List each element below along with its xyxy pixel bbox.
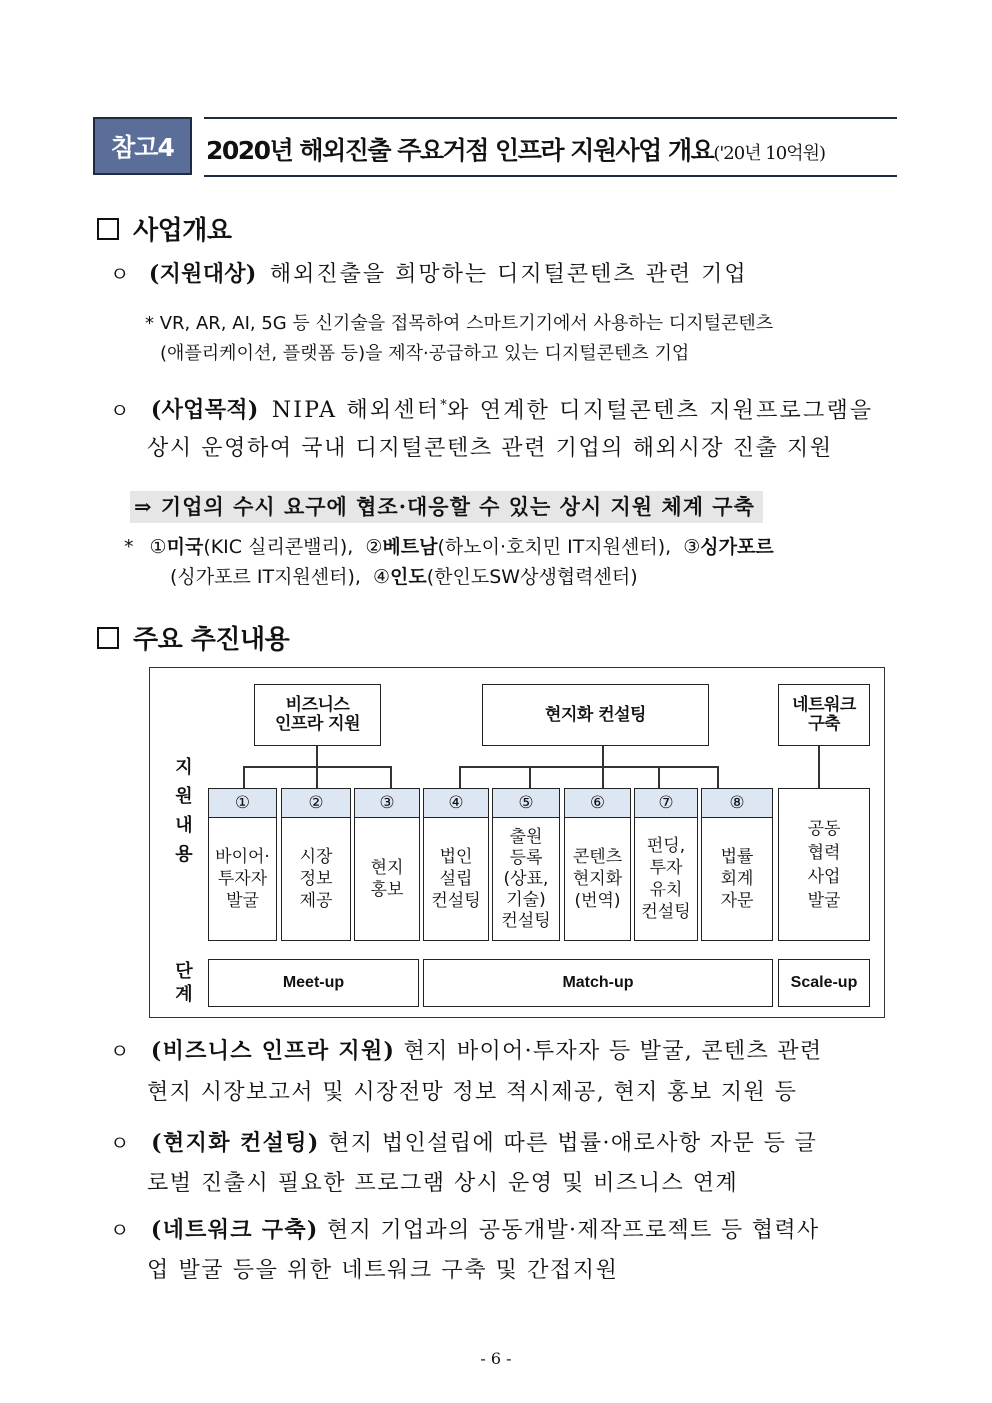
stage-match-up: Match-up (423, 959, 773, 1007)
detail-localization-line2: 로벌 진출시 필요한 프로그램 상시 운영 및 비즈니스 연계 (147, 1171, 739, 1196)
item-number: ⑧ (701, 788, 773, 818)
checkbox-square-icon (97, 627, 119, 649)
detail-text: 현지 법인설립에 따른 법률·애로사항 자문 등 글 (328, 1131, 818, 1156)
side-label-char: 단 (175, 961, 193, 982)
diagram-box-business-infra: 비즈니스 인프라 지원 (254, 684, 381, 746)
center-4-name: 인도 (390, 566, 427, 588)
purpose-text-1a: NIPA 해외센터 (271, 398, 441, 424)
purpose-label: (사업목적) (150, 397, 259, 424)
item-number: ② (281, 788, 351, 818)
side-label-char: 계 (175, 984, 193, 1005)
arrow-summary: ⇒ 기업의 수시 요구에 협조·대응할 수 있는 상시 지원 체계 구축 (130, 491, 763, 523)
detail-network-line2: 업 발굴 등을 위한 네트워크 구축 및 간접지원 (147, 1258, 619, 1283)
center-4-num: ④ (373, 566, 391, 588)
target-note-2: (애플리케이션, 플랫폼 등)을 제작·공급하고 있는 디지털콘텐츠 기업 (160, 343, 690, 364)
side-label-stage (174, 960, 194, 1006)
circle-bullet-icon: ㅇ (110, 262, 130, 286)
title-budget: ('20년 10억원) (713, 143, 825, 164)
detail-business-infra-line1 (110, 1033, 822, 1070)
section-overview-heading (97, 210, 231, 247)
connector-line (658, 766, 660, 788)
item-number: ⑦ (634, 788, 698, 818)
side-label-char: 원 (175, 786, 193, 807)
diagram-box-localization: 현지화 컨설팅 (482, 684, 709, 746)
stage-meet-up: Meet-up (208, 959, 419, 1007)
target-label: (지원대상) (148, 261, 257, 287)
section-overview-title: 사업개요 (133, 216, 232, 246)
title-bottom-rule (204, 175, 897, 177)
detail-text: 현지 기업과의 공동개발·제작프로젝트 등 협력사 (326, 1218, 820, 1243)
item-number: ⑥ (564, 788, 631, 818)
center-1-num: ① (149, 536, 167, 558)
connector-line (316, 766, 318, 788)
detail-localization-line1 (110, 1125, 817, 1162)
item-number: ③ (354, 788, 420, 818)
item-number: ① (208, 788, 277, 818)
title-top-rule (204, 117, 897, 119)
title-main: 2020년 해외진출 주요거점 인프라 지원사업 개요 (206, 136, 714, 165)
connector-line (529, 766, 531, 788)
checkbox-square-icon (97, 218, 119, 240)
center-1-name: 미국 (166, 536, 204, 558)
connector-line (459, 766, 718, 768)
side-label-char: 용 (175, 844, 193, 865)
detail-label: (비즈니스 인프라 지원) (150, 1038, 396, 1064)
center-3-name: 싱가포르 (700, 536, 774, 558)
page-number: - 6 - (480, 1349, 512, 1368)
centers-line-2 (170, 563, 638, 592)
center-2-detail: (하노이·호치민 IT지원센터), (437, 536, 672, 558)
stage-scale-up: Scale-up (778, 959, 870, 1007)
target-paragraph (110, 256, 748, 293)
connector-line (459, 766, 461, 788)
purpose-text-2: 상시 운영하여 국내 디지털콘텐츠 관련 기업의 해외시장 진출 지원 (147, 436, 833, 461)
side-label-char: 내 (175, 815, 193, 836)
connector-line (717, 766, 719, 788)
item-legal-accounting: 법률 회계 자문 (701, 817, 773, 941)
side-label-char: 지 (175, 757, 193, 778)
purpose-text-1b: 와 연계한 디지털콘텐츠 지원프로그램을 (447, 398, 874, 424)
connector-line (316, 746, 318, 766)
section-content-heading (97, 619, 289, 656)
detail-label: (네트워크 구축) (150, 1217, 319, 1243)
centers-line-1 (124, 533, 774, 562)
connector-line (602, 766, 604, 788)
circle-bullet-icon: ㅇ (110, 1218, 131, 1242)
circle-bullet-icon: ㅇ (110, 1039, 131, 1063)
connector-line (818, 746, 820, 788)
center-2-name: 베트남 (382, 536, 438, 558)
item-number: ⑤ (492, 788, 560, 818)
center-4-detail: (한인도SW상생협력센터) (426, 566, 638, 588)
connector-line (390, 766, 392, 788)
reference-label: 참고4 (93, 117, 192, 175)
connector-line (243, 766, 245, 788)
item-buyer-investor: 바이어· 투자자 발굴 (208, 817, 277, 941)
diagram-box-network: 네트워크 구축 (778, 684, 870, 746)
item-ip-text: 출원 등록 (상표, 기술) 컨설팅 (501, 826, 551, 931)
detail-network-line1 (110, 1212, 819, 1249)
center-3-num: ③ (683, 536, 701, 558)
centers-star: * (124, 536, 134, 558)
circle-bullet-icon: ㅇ (110, 398, 130, 423)
item-ip-registration (492, 817, 560, 941)
detail-label: (현지화 컨설팅) (151, 1130, 320, 1156)
item-number: ④ (423, 788, 489, 818)
center-2-num: ② (365, 536, 383, 558)
center-1-detail: (KIC 실리콘밸리), (203, 536, 354, 558)
item-incorporation: 법인 설립 컨설팅 (423, 817, 489, 941)
item-funding: 펀딩, 투자 유치 컨설팅 (634, 817, 698, 941)
section-content-title: 주요 추진내용 (133, 625, 290, 655)
circle-bullet-icon: ㅇ (110, 1131, 131, 1155)
purpose-footnote-mark: * (440, 398, 448, 413)
item-local-promotion: 현지 홍보 (354, 817, 420, 941)
center-3-detail: (싱가포르 IT지원센터), (170, 566, 361, 588)
item-content-localization: 콘텐츠 현지화 (번역) (564, 817, 631, 941)
item-joint-projects: 공동 협력 사업 발굴 (778, 788, 870, 941)
item-market-info: 시장 정보 제공 (281, 817, 351, 941)
detail-text: 현지 바이어·투자자 등 발굴, 콘텐츠 관련 (403, 1039, 823, 1064)
page-title (206, 131, 825, 167)
detail-business-infra-line2: 현지 시장보고서 및 시장전망 정보 적시제공, 현지 홍보 지원 등 (147, 1080, 798, 1105)
target-note-1: * VR, AR, AI, 5G 등 신기술을 접목하여 스마트기기에서 사용하는 디지털콘텐츠 (145, 313, 774, 334)
purpose-paragraph (110, 388, 873, 429)
connector-line (602, 746, 604, 766)
target-text: 해외진출을 희망하는 디지털콘텐츠 관련 기업 (269, 262, 748, 287)
side-label-content (174, 753, 194, 869)
